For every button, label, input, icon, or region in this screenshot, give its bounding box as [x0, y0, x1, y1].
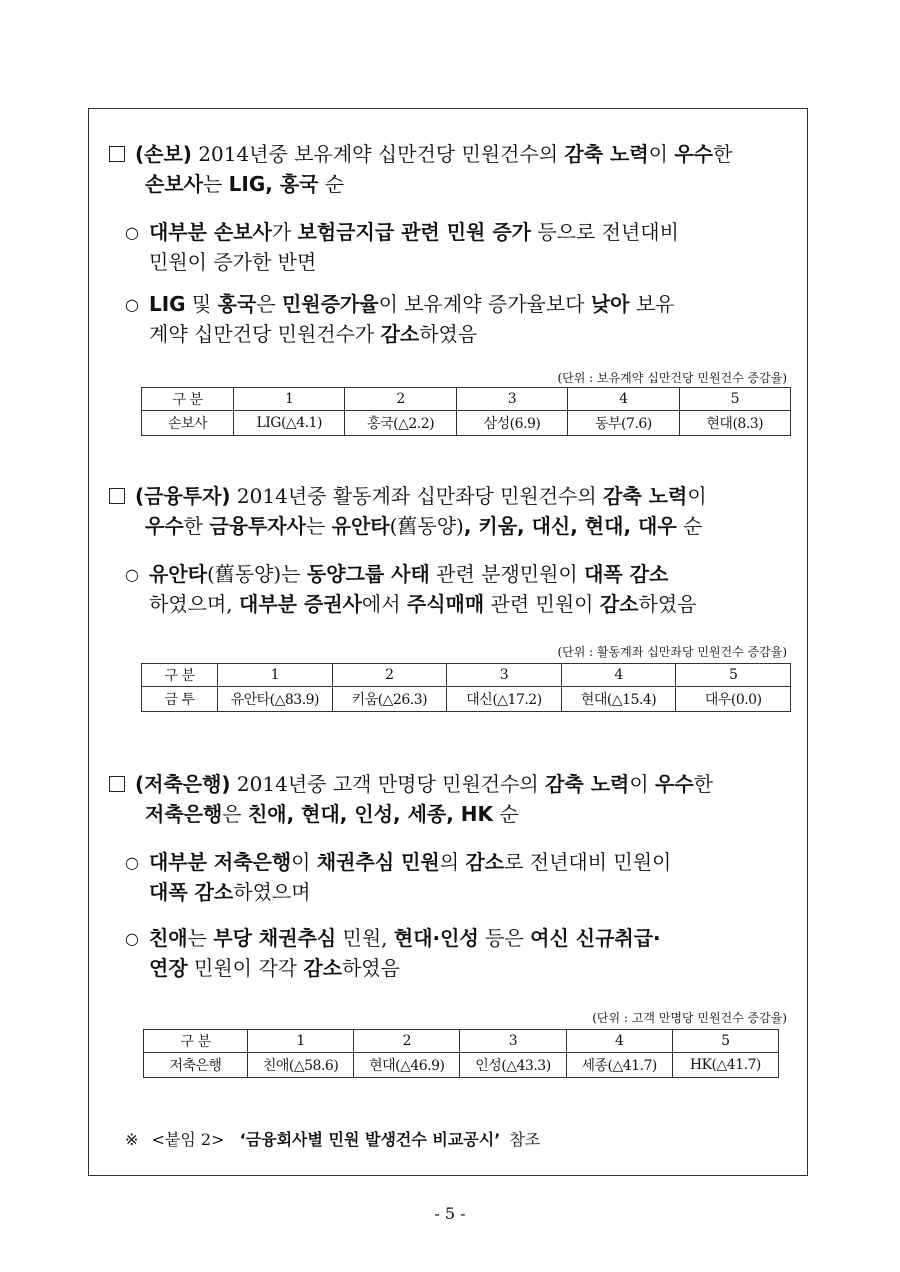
- emphasis-text: 손보사: [145, 172, 203, 196]
- text-run: 은: [256, 292, 282, 316]
- section-header-line1: [109, 771, 713, 797]
- section-prefix: (금융투자): [135, 484, 231, 508]
- note-mark: ※: [125, 1130, 139, 1149]
- note-title: ‘금융회사별 민원 발생건수 비교공시’: [239, 1130, 501, 1149]
- section-prefix: (저축은행): [135, 772, 231, 796]
- emphasis-text: 현대·인성: [393, 926, 479, 950]
- table-header-cell: 2: [345, 388, 456, 411]
- emphasis-text: 민원증가율: [281, 292, 379, 316]
- unit-label: (단위 : 보유계약 십만건당 민원건수 증감율): [557, 371, 787, 385]
- emphasis-text: 여신 신규취급·: [530, 926, 661, 950]
- header-text: [192, 142, 732, 166]
- bullet-line2: [149, 249, 316, 275]
- table-header-cell: 1: [248, 1030, 354, 1053]
- text-run: 순: [676, 514, 703, 538]
- bullet-text: [149, 956, 400, 980]
- bullet-text: [149, 220, 679, 244]
- table-cell: 현대(8.3): [679, 411, 790, 436]
- bullet-line1: [125, 561, 668, 588]
- emphasis-text: , 키움, 대신, 현대, 대우: [463, 514, 677, 538]
- emphasis-text: 채권추심 민원: [316, 850, 440, 874]
- bullet-text: [149, 592, 696, 616]
- text-run: 이 보유계약 증가율보다: [378, 292, 591, 316]
- emphasis-text: 연장: [149, 956, 188, 980]
- table-header-row: [144, 1030, 779, 1053]
- emphasis-text: 감소: [380, 322, 420, 346]
- table-header-cell: 2: [332, 664, 447, 687]
- table-header-cell: 구 분: [142, 664, 218, 687]
- bullet-line2: [149, 955, 400, 981]
- note-ref: <붙임 2>: [151, 1130, 225, 1149]
- emphasis-text: 유안타: [331, 514, 390, 538]
- text-run: 민원이 증가한 반면: [149, 250, 317, 274]
- text-run: 은: [222, 802, 248, 826]
- ranking-table: [141, 387, 791, 436]
- text-run: 등으로 전년대비: [530, 220, 679, 244]
- table-cell: 동부(7.6): [568, 411, 679, 436]
- emphasis-text: 감소: [465, 850, 505, 874]
- circle-bullet-icon: ○: [125, 295, 139, 314]
- circle-bullet-icon: ○: [125, 853, 139, 872]
- bullet-text: [149, 250, 316, 274]
- checkbox-square-icon: [109, 488, 125, 504]
- table-cell: 키움(△26.3): [332, 687, 447, 712]
- table-header-cell: 5: [672, 1030, 778, 1053]
- table-header-row: [142, 664, 791, 687]
- section-header-line2: [145, 513, 702, 539]
- emphasis-text: 우수: [674, 142, 713, 166]
- table-cell: 현대(△15.4): [561, 687, 676, 712]
- text-run: 이: [291, 850, 317, 874]
- section-header-line1: [109, 141, 732, 167]
- bullet-text: [149, 926, 661, 950]
- table-cell: 삼성(6.9): [456, 411, 567, 436]
- text-run: (舊동양): [389, 514, 464, 538]
- text-run: 하였음: [638, 592, 697, 616]
- emphasis-text: 대부분 저축은행: [148, 850, 292, 874]
- bullet-line2: [149, 879, 311, 905]
- page-number: - 5 -: [434, 1204, 466, 1223]
- text-run: 는: [202, 172, 229, 196]
- text-run: 순: [318, 172, 345, 196]
- header-text: [145, 514, 702, 538]
- table-header-cell: 5: [676, 664, 791, 687]
- emphasis-text: 동양그룹 사태: [306, 562, 430, 586]
- bullet-line2: [149, 321, 477, 347]
- bullet-text: [149, 880, 311, 904]
- emphasis-text: 대부분 손보사: [148, 220, 272, 244]
- emphasis-text: 보험금지급 관련 민원 증가: [297, 220, 531, 244]
- emphasis-text: LIG: [148, 292, 186, 316]
- bullet-line1: [125, 219, 679, 246]
- circle-bullet-icon: ○: [125, 223, 139, 242]
- table-cell: 금 투: [142, 687, 218, 712]
- emphasis-text: LIG, 홍국: [228, 172, 319, 196]
- unit-label: (단위 : 고객 만명당 민원건수 증감율): [592, 1011, 787, 1025]
- table-header-cell: 4: [561, 664, 676, 687]
- table-header-cell: 1: [218, 664, 333, 687]
- table-row: [144, 1053, 779, 1078]
- emphasis-text: 낮아: [590, 292, 630, 316]
- table-cell: 현대(△46.9): [354, 1053, 460, 1078]
- circle-bullet-icon: ○: [125, 565, 139, 584]
- table-cell: 유안타(△83.9): [218, 687, 333, 712]
- table-cell: 세종(△41.7): [566, 1053, 672, 1078]
- text-run: 등은: [478, 926, 531, 950]
- table-cell: 저축은행: [144, 1053, 248, 1078]
- table-header-cell: 3: [460, 1030, 566, 1053]
- table-header-cell: 5: [679, 388, 790, 411]
- text-run: 하였음: [419, 322, 478, 346]
- table-header-cell: 3: [447, 664, 562, 687]
- text-run: 의: [439, 850, 466, 874]
- text-run: 한: [713, 142, 733, 166]
- text-run: 이: [648, 142, 675, 166]
- emphasis-text: 유안타: [148, 562, 207, 586]
- table-row: [142, 411, 791, 436]
- section-header-line2: [145, 171, 344, 197]
- table-header-cell: 구 분: [144, 1030, 248, 1053]
- emphasis-text: 금융투자사: [209, 514, 306, 538]
- checkbox-square-icon: [109, 146, 125, 162]
- emphasis-text: 저축은행: [145, 802, 223, 826]
- emphasis-text: 대폭 감소: [584, 562, 669, 586]
- emphasis-text: 대부분 증권사: [239, 592, 362, 616]
- bullet-line1: [125, 849, 671, 876]
- note-suffix: 참조: [509, 1130, 541, 1149]
- emphasis-text: 감축 노력: [564, 142, 649, 166]
- emphasis-text: 친애: [148, 926, 188, 950]
- checkbox-square-icon: [109, 776, 125, 792]
- text-run: 한: [183, 514, 210, 538]
- text-run: 민원이 각각: [187, 956, 304, 980]
- table-header-cell: 4: [568, 388, 679, 411]
- emphasis-text: 우수: [655, 772, 694, 796]
- text-run: 및: [185, 292, 218, 316]
- ranking-table: [141, 663, 791, 712]
- text-run: 관련 민원이: [484, 592, 600, 616]
- text-run: 순: [493, 802, 519, 826]
- text-run: 관련 분쟁민원이: [429, 562, 585, 586]
- emphasis-text: 감축 노력: [545, 772, 630, 796]
- circle-bullet-icon: ○: [125, 929, 139, 948]
- bullet-text: [149, 322, 477, 346]
- table-cell: 대신(△17.2): [447, 687, 562, 712]
- text-run: 2014년중 활동계좌 십만좌당 민원건수의: [230, 484, 604, 508]
- section-prefix: (손보): [135, 142, 192, 166]
- reference-note: [125, 1127, 540, 1150]
- table-cell: 손보사: [142, 411, 234, 436]
- bullet-line1: [125, 291, 674, 318]
- text-run: 는: [187, 926, 214, 950]
- text-run: (舊동양)는: [206, 562, 307, 586]
- table-cell: 친애(△58.6): [248, 1053, 354, 1078]
- bullet-text: [149, 850, 671, 874]
- emphasis-text: 감축 노력: [603, 484, 688, 508]
- text-run: 민원,: [336, 926, 394, 950]
- bullet-line1: [125, 925, 661, 952]
- header-text: [231, 772, 713, 796]
- text-run: 가: [271, 220, 298, 244]
- table-cell: 대우(0.0): [676, 687, 791, 712]
- text-run: 에서: [361, 592, 407, 616]
- table-cell: HK(△41.7): [672, 1053, 778, 1078]
- text-run: 로 전년대비 민원이: [504, 850, 672, 874]
- unit-label: (단위 : 활동계좌 십만좌당 민원건수 증감율): [557, 645, 787, 659]
- header-text: [145, 802, 519, 826]
- table-row: [142, 687, 791, 712]
- table-header-cell: 3: [456, 388, 567, 411]
- emphasis-text: 부당 채권추심: [213, 926, 337, 950]
- bullet-text: [149, 292, 675, 316]
- text-run: 한: [693, 772, 713, 796]
- ranking-table: [143, 1029, 779, 1078]
- bullet-line2: [149, 591, 696, 617]
- table-cell: LIG(△4.1): [234, 411, 345, 436]
- header-text: [145, 172, 344, 196]
- table-cell: 인성(△43.3): [460, 1053, 566, 1078]
- text-run: 보유: [629, 292, 675, 316]
- text-run: 2014년중 보유계약 십만건당 민원건수의: [191, 142, 565, 166]
- emphasis-text: 대폭 감소: [149, 880, 234, 904]
- text-run: 하였음: [341, 956, 400, 980]
- table-header-row: [142, 388, 791, 411]
- text-run: 2014년중 고객 만명당 민원건수의: [230, 772, 546, 796]
- bullet-text: [149, 562, 668, 586]
- emphasis-text: 홍국: [217, 292, 257, 316]
- table-header-cell: 2: [354, 1030, 460, 1053]
- text-run: 는: [305, 514, 332, 538]
- table-header-cell: 4: [566, 1030, 672, 1053]
- text-run: 이: [687, 484, 707, 508]
- text-run: 하였으며,: [149, 592, 239, 616]
- table-header-cell: 구 분: [142, 388, 234, 411]
- table-header-cell: 1: [234, 388, 345, 411]
- section-header-line1: [109, 483, 707, 509]
- emphasis-text: 친애, 현대, 인성, 세종, HK: [247, 802, 494, 826]
- text-run: 하였으며: [233, 880, 311, 904]
- text-run: 이: [629, 772, 656, 796]
- emphasis-text: 감소: [303, 956, 342, 980]
- emphasis-text: 감소: [599, 592, 639, 616]
- content-frame: [88, 108, 808, 1176]
- emphasis-text: 주식매매: [406, 592, 485, 616]
- emphasis-text: 우수: [145, 514, 184, 538]
- section-header-line2: [145, 801, 519, 827]
- text-run: 계약 십만건당 민원건수가: [149, 322, 381, 346]
- header-text: [231, 484, 707, 508]
- table-cell: 홍국(△2.2): [345, 411, 456, 436]
